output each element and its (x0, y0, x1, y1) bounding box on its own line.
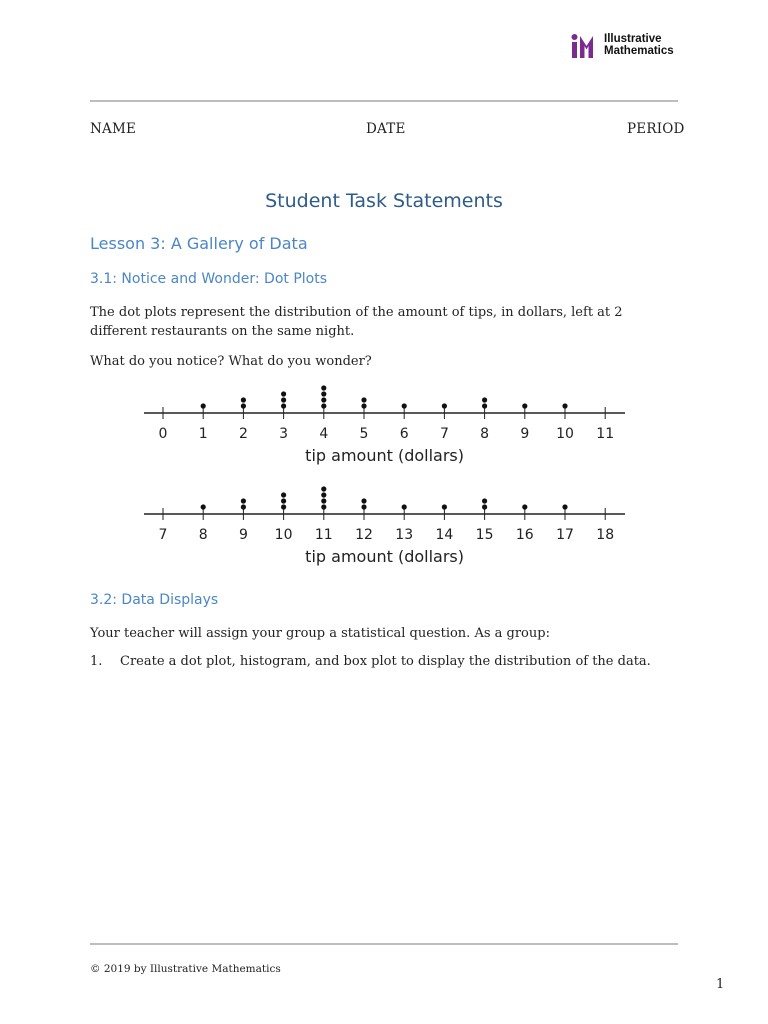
data-dot (241, 504, 246, 509)
data-dot (281, 498, 286, 503)
tick-label: 17 (556, 527, 574, 543)
tick-label: 11 (596, 426, 615, 442)
page-number: 1 (716, 977, 725, 992)
activity2-heading: 3.2: Data Displays (90, 592, 219, 608)
tick-label: 3 (279, 426, 289, 442)
x-axis-label: tip amount (dollars) (305, 547, 465, 566)
tick-label: 10 (556, 426, 574, 442)
data-dot (201, 403, 206, 408)
dot-plot-restaurant-1 (90, 376, 650, 476)
footer-rule (90, 943, 678, 945)
name-label: NAME (90, 121, 137, 137)
x-axis-label: tip amount (dollars) (305, 446, 465, 465)
data-dot (361, 498, 366, 503)
data-dot (281, 391, 286, 396)
data-dot (442, 504, 447, 509)
tick-label: 6 (399, 426, 409, 442)
tick-label: 5 (359, 426, 369, 442)
tick-label: 12 (355, 527, 373, 543)
tick-label: 15 (475, 527, 494, 543)
data-dot (321, 492, 326, 497)
data-dot (241, 403, 246, 408)
tick-label: 7 (439, 426, 449, 442)
tick-label: 8 (198, 527, 208, 543)
tick-label: 8 (480, 426, 490, 442)
data-dot (321, 498, 326, 503)
data-dot (321, 397, 326, 402)
tick-label: 11 (314, 527, 333, 543)
data-dot (321, 391, 326, 396)
data-dot (562, 504, 567, 509)
logo-text (604, 34, 674, 57)
list-item-number: 1. (90, 654, 103, 669)
data-dot (402, 504, 407, 509)
data-dot (281, 504, 286, 509)
data-dot (442, 403, 447, 408)
data-dot (281, 403, 286, 408)
period-label: PERIOD (627, 121, 685, 137)
tick-label: 7 (158, 527, 168, 543)
data-dot (361, 403, 366, 408)
dot-plot-restaurant-2 (90, 476, 650, 574)
page-title: Student Task Statements (265, 190, 503, 212)
data-dot (482, 498, 487, 503)
logo-line1: Illustrative (604, 33, 662, 45)
data-dot (522, 504, 527, 509)
data-dot (482, 504, 487, 509)
header-rule (90, 100, 678, 102)
tick-label: 10 (274, 527, 293, 543)
data-dot (281, 492, 286, 497)
lesson-title: Lesson 3: A Gallery of Data (90, 234, 308, 253)
data-dot (241, 397, 246, 402)
data-dot (361, 504, 366, 509)
data-dot (321, 385, 326, 390)
tick-label: 18 (596, 527, 615, 543)
tick-label: 2 (238, 426, 248, 442)
tick-label: 1 (198, 426, 208, 442)
copyright: © 2019 by Illustrative Mathematics (90, 963, 281, 975)
tick-label: 16 (515, 527, 534, 543)
data-dot (321, 504, 326, 509)
data-dot (562, 403, 567, 408)
data-dot (241, 498, 246, 503)
activity2-intro: Your teacher will assign your group a statistical question. As a group: (90, 626, 550, 641)
data-dot (281, 397, 286, 402)
data-dot (522, 403, 527, 408)
data-dot (201, 504, 206, 509)
activity1-heading: 3.1: Notice and Wonder: Dot Plots (90, 271, 328, 287)
tick-label: 9 (238, 527, 248, 543)
date-label: DATE (366, 121, 406, 137)
data-dot (361, 397, 366, 402)
data-dot (402, 403, 407, 408)
tick-label: 14 (435, 527, 454, 543)
logo-line2: Mathematics (604, 44, 674, 57)
data-dot (321, 403, 326, 408)
data-dot (321, 486, 326, 491)
activity1-prompt: What do you notice? What do you wonder? (90, 354, 372, 369)
list-item-text: Create a dot plot, histogram, and box plot to display the distribution of the data. (120, 654, 651, 669)
tick-label: 0 (158, 426, 168, 442)
tick-label: 4 (319, 426, 329, 442)
logo-mark-icon (571, 33, 601, 59)
activity1-intro: The dot plots represent the distribution of the amount of tips, in dollars, left at 2 different restaurants on the same night. (90, 305, 623, 339)
data-dot (482, 403, 487, 408)
data-dot (482, 397, 487, 402)
tick-label: 9 (520, 426, 530, 442)
tick-label: 13 (395, 527, 414, 543)
